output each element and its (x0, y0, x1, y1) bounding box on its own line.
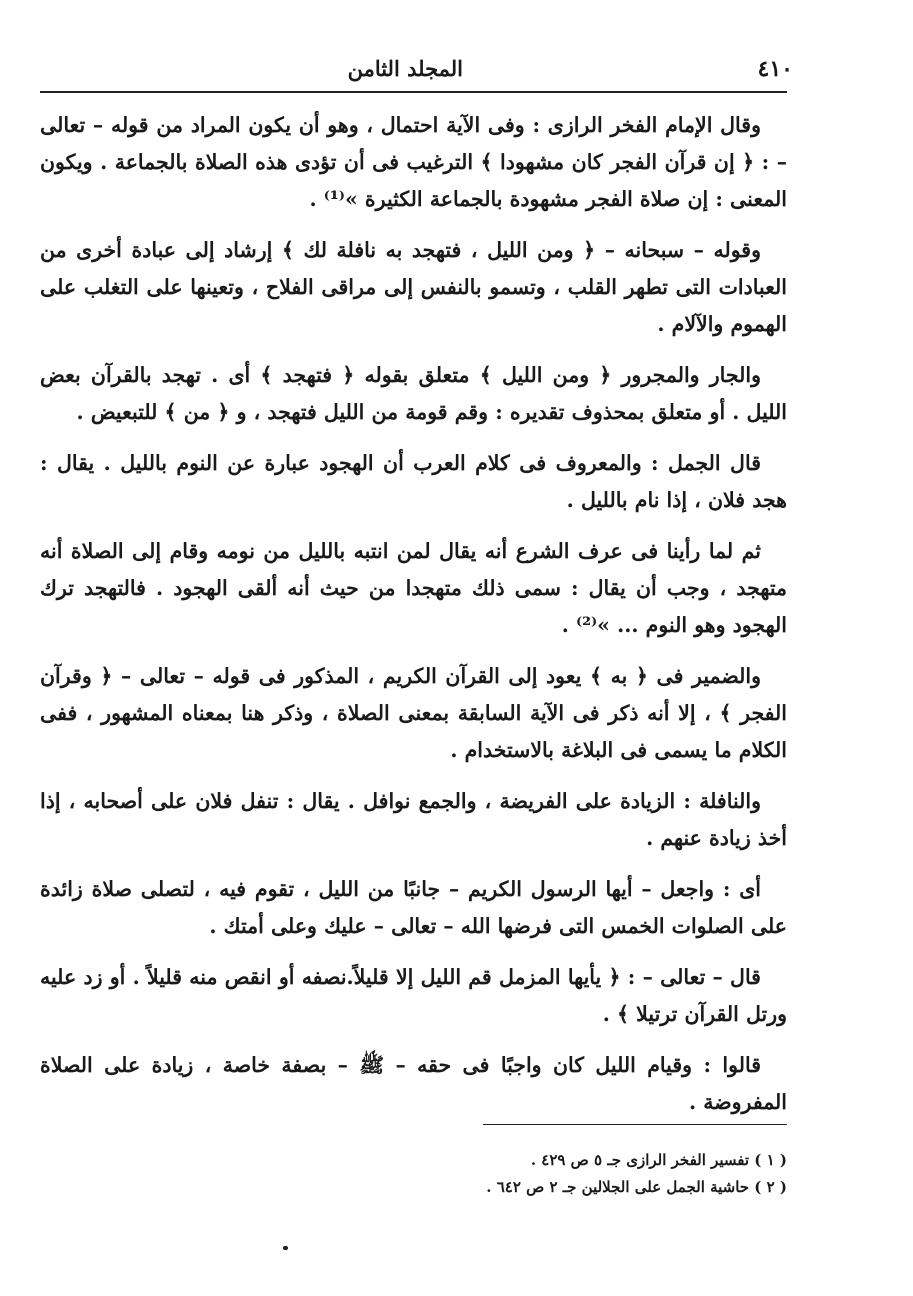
footnotes (300, 1147, 787, 1201)
print-speck (283, 1246, 288, 1250)
paragraph: قال الجمل : والمعروف فى كلام العرب أن الهجود عبارة عن النوم بالليل . يقال : هجد فلان ، إذا نام بالليل . (40, 451, 787, 512)
footnote-1: ( ١ ) تفسير الفخر الرازى جـ ٥ ص ٤٢٩ . (530, 1151, 787, 1169)
paragraph: والضمير فى ﴿ به ﴾ يعود إلى القرآن الكريم ، المذكور فى قوله – تعالى – ﴿ وقرآن الفجر ﴾ ، إلا أنه ذكر فى الآية السابقة بمعنى الصلاة ، وذكر هنا بمعناه المشهور ، ففى الكلام ما يسمى فى البلاغة بالاستخدام . (40, 664, 787, 762)
paragraph: وقوله – سبحانه – ﴿ ومن الليل ، فتهجد به نافلة لك ﴾ إرشاد إلى عبادة أخرى من العبادات التى تطهر القلب ، وتسمو بالنفس إلى مراقى الفلاح ، وتعينها على التغلب على الهموم والآلام . (40, 238, 787, 336)
body-text (40, 107, 787, 1135)
page-number: ٤١٠ (757, 56, 793, 82)
paragraph: قال – تعالى – : ﴿ يأيها المزمل قم الليل إلا قليلاً.نصفه أو انقص منه قليلاً . أو زد عليه ورتل القرآن ترتيلا ﴾ . (40, 965, 787, 1026)
footnote-divider (483, 1124, 787, 1125)
paragraph: ثم لما رأينا فى عرف الشرع أنه يقال لمن انتبه بالليل من نومه وقام إلى الصلاة أنه متهجد ، وجب أن يقال : سمى ذلك متهجدا من حيث أنه ألقى الهجود . فالتهجد ترك الهجود وهو النوم ... »⁽²⁾ . (40, 539, 787, 637)
paragraph: وقال الإمام الفخر الرازى : وفى الآية احتمال ، وهو أن يكون المراد من قوله – تعالى – : ﴿ إن قرآن الفجر كان مشهودا ﴾ الترغيب فى أن تؤدى هذه الصلاة بالجماعة . ويكون المعنى : إن صلاة الفجر مشهودة بالجماعة الكثيرة »⁽¹⁾ . (40, 113, 787, 211)
paragraph: والنافلة : الزيادة على الفريضة ، والجمع نوافل . يقال : تنفل فلان على أصحابه ، إذا أخذ زيادة عنهم . (40, 789, 787, 850)
footnote-2: ( ٢ ) حاشية الجمل على الجلالين جـ ٢ ص ٦٤٢ . (486, 1178, 787, 1196)
paragraph: والجار والمجرور ﴿ ومن الليل ﴾ متعلق بقوله ﴿ فتهجد ﴾ أى . تهجد بالقرآن بعض الليل . أو متعلق بمحذوف تقديره : وقم قومة من الليل فتهجد ، و ﴿ من ﴾ للتبعيض . (40, 363, 787, 424)
paragraph: قالوا : وقيام الليل كان واجبًا فى حقه – ﷺ – بصفة خاصة ، زيادة على الصلاة المفروضة . (40, 1053, 787, 1114)
running-head (40, 52, 793, 92)
header-divider (40, 91, 787, 93)
volume-title: المجلد الثامن (347, 56, 463, 81)
paragraph: أى : واجعل – أيها الرسول الكريم – جانبًا من الليل ، تقوم فيه ، لتصلى صلاة زائدة على الصلوات الخمس التى فرضها الله – تعالى – عليك وعلى أمتك . (40, 877, 787, 938)
